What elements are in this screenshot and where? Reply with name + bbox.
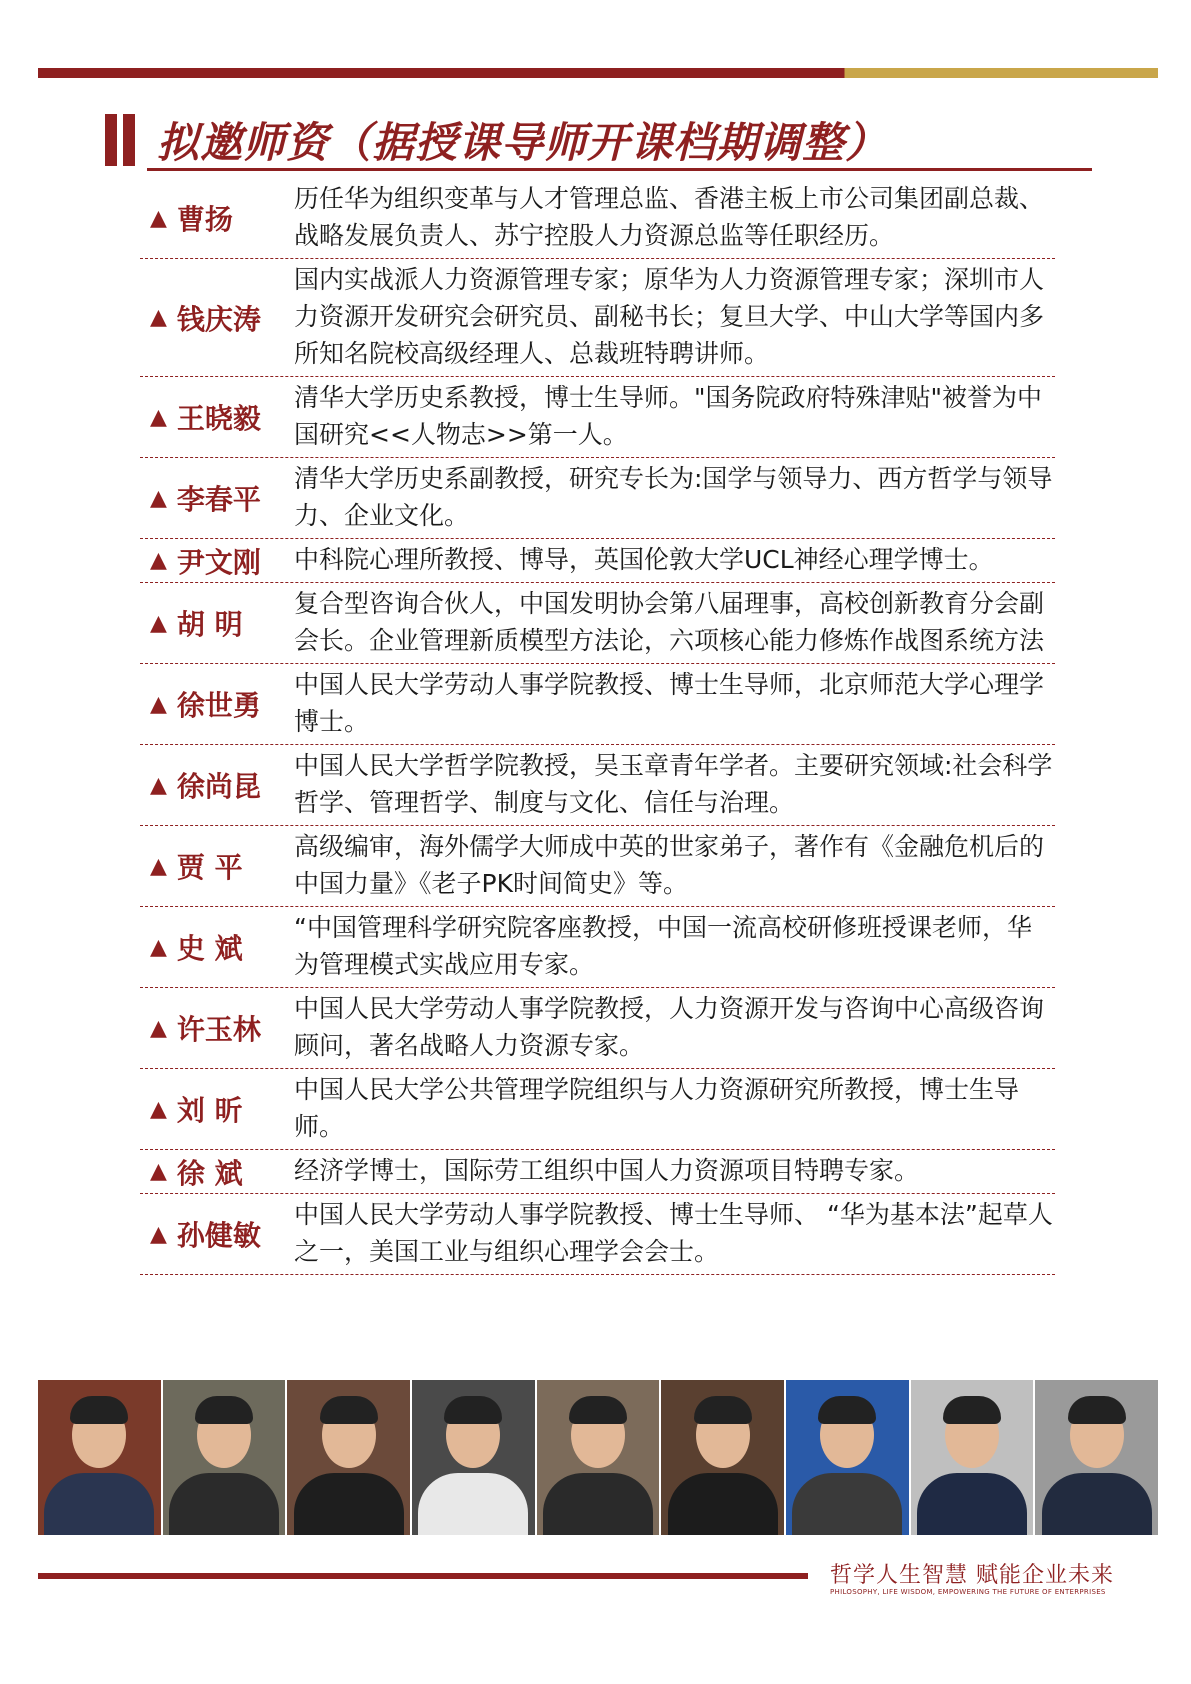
triangle-bullet-icon: ▲ xyxy=(150,934,167,960)
teacher-description: 中国人民大学哲学院教授，吴玉章青年学者。主要研究领域:社会科学哲学、管理哲学、制度与文化、信任与治理。 xyxy=(294,751,1053,817)
teacher-portrait xyxy=(786,1380,911,1535)
teacher-name: 徐世勇 xyxy=(176,689,261,722)
teacher-portrait xyxy=(163,1380,288,1535)
teacher-row xyxy=(140,826,1055,907)
teacher-name-cell xyxy=(140,539,294,582)
teacher-description: 中国人民大学劳动人事学院教授、博士生导师、 “华为基本法”起草人之一，美国工业与组织心理学会会士。 xyxy=(294,1200,1053,1266)
teacher-description: 高级编审，海外儒学大师成中英的世家弟子，著作有《金融危机后的中国力量》《老子PK时间简史》等。 xyxy=(294,832,1045,898)
teacher-name: 曹扬 xyxy=(176,203,233,236)
teacher-row xyxy=(140,377,1055,458)
teacher-name-cell xyxy=(140,1194,294,1274)
top-divider-bar xyxy=(38,68,1158,78)
teacher-row xyxy=(140,1069,1055,1150)
teacher-portrait xyxy=(287,1380,412,1535)
teacher-portrait xyxy=(537,1380,662,1535)
teacher-name-cell xyxy=(140,988,294,1068)
teacher-list xyxy=(140,178,1055,1275)
teacher-name-cell xyxy=(140,178,294,258)
teacher-portrait xyxy=(911,1380,1036,1535)
teacher-description: 中国人民大学劳动人事学院教授、博士生导师，北京师范大学心理学博士。 xyxy=(294,670,1045,736)
teacher-name: 刘 昕 xyxy=(176,1094,243,1127)
triangle-bullet-icon: ▲ xyxy=(150,1015,167,1041)
section-header xyxy=(105,110,1105,170)
triangle-bullet-icon: ▲ xyxy=(150,548,167,573)
teacher-name-cell xyxy=(140,458,294,538)
teacher-photo-strip xyxy=(38,1380,1158,1535)
teacher-description: 复合型咨询合伙人，中国发明协会第八届理事，高校创新教育分会副会长。企业管理新质模型方法论，六项核心能力修炼作战图系统方法 xyxy=(294,589,1045,655)
footer-slogan: 哲学人生智慧 赋能企业未来 xyxy=(830,1563,1114,1588)
triangle-bullet-icon: ▲ xyxy=(150,404,167,430)
teacher-name-cell xyxy=(140,907,294,987)
triangle-bullet-icon: ▲ xyxy=(150,305,167,330)
teacher-name: 史 斌 xyxy=(176,932,243,965)
teacher-portrait xyxy=(661,1380,786,1535)
teacher-description: 国内实战派人力资源管理专家；原华为人力资源管理专家；深圳市人力资源开发研究会研究员、副秘书长；复旦大学、中山大学等国内多所知名院校高级经理人、总裁班特聘讲师。 xyxy=(294,265,1045,368)
teacher-name-cell xyxy=(140,745,294,825)
teacher-name: 许玉林 xyxy=(176,1013,261,1046)
teacher-row xyxy=(140,259,1055,377)
teacher-name: 徐尚昆 xyxy=(176,770,261,803)
teacher-name: 贾 平 xyxy=(176,851,243,884)
teacher-name: 胡 明 xyxy=(176,608,243,641)
teacher-row xyxy=(140,458,1055,539)
triangle-bullet-icon: ▲ xyxy=(150,772,167,798)
teacher-description: 清华大学历史系副教授，研究专长为:国学与领导力、西方哲学与领导力、企业文化。 xyxy=(294,464,1053,530)
teacher-name-cell xyxy=(140,259,294,376)
triangle-bullet-icon: ▲ xyxy=(150,1159,167,1184)
teacher-description: 中国人民大学公共管理学院组织与人力资源研究所教授，博士生导师。 xyxy=(294,1075,1020,1141)
teacher-row xyxy=(140,583,1055,664)
teacher-name-cell xyxy=(140,377,294,457)
teacher-name: 尹文刚 xyxy=(176,545,261,579)
triangle-bullet-icon: ▲ xyxy=(150,485,167,511)
teacher-name: 李春平 xyxy=(176,483,261,516)
teacher-name-cell xyxy=(140,1069,294,1149)
teacher-row xyxy=(140,988,1055,1069)
title-accent-bars xyxy=(105,114,143,166)
teacher-row xyxy=(140,539,1055,583)
teacher-portrait xyxy=(1035,1380,1158,1535)
teacher-row xyxy=(140,664,1055,745)
teacher-description: 清华大学历史系教授，博士生导师。"国务院政府特殊津贴"被誉为中国研究<<人物志>>第一人。 xyxy=(294,383,1043,449)
teacher-row xyxy=(140,1194,1055,1275)
teacher-name-cell xyxy=(140,1150,294,1193)
teacher-row xyxy=(140,178,1055,259)
teacher-row xyxy=(140,907,1055,988)
title-underline xyxy=(147,168,1092,171)
triangle-bullet-icon: ▲ xyxy=(150,1221,167,1247)
teacher-name: 钱庆涛 xyxy=(176,302,261,336)
triangle-bullet-icon: ▲ xyxy=(150,1096,167,1122)
teacher-name-cell xyxy=(140,826,294,906)
teacher-name-cell xyxy=(140,583,294,663)
teacher-name-cell xyxy=(140,664,294,744)
teacher-description: 中科院心理所教授、博导，英国伦敦大学UCL神经心理学博士。 xyxy=(294,545,994,574)
teacher-description: 经济学博士，国际劳工组织中国人力资源项目特聘专家。 xyxy=(294,1156,920,1185)
teacher-row xyxy=(140,1150,1055,1194)
teacher-description: 中国人民大学劳动人事学院教授，人力资源开发与咨询中心高级咨询顾问，著名战略人力资源专家。 xyxy=(294,994,1045,1060)
footer-slogan-english: PHILOSOPHY, LIFE WISDOM, EMPOWERING THE FUTURE OF ENTERPRISES xyxy=(830,1588,1106,1596)
teacher-name: 孙健敏 xyxy=(176,1219,261,1252)
teacher-portrait xyxy=(412,1380,537,1535)
teacher-description: 历任华为组织变革与人才管理总监、香港主板上市公司集团副总裁、战略发展负责人、苏宁控股人力资源总监等任职经历。 xyxy=(294,184,1045,250)
triangle-bullet-icon: ▲ xyxy=(150,853,167,879)
triangle-bullet-icon: ▲ xyxy=(150,610,167,636)
teacher-name: 徐 斌 xyxy=(176,1156,243,1190)
bottom-divider-bar xyxy=(38,1573,808,1579)
triangle-bullet-icon: ▲ xyxy=(150,691,167,717)
teacher-portrait xyxy=(38,1380,163,1535)
teacher-name: 王晓毅 xyxy=(176,402,261,435)
triangle-bullet-icon: ▲ xyxy=(150,205,167,231)
teacher-row xyxy=(140,745,1055,826)
page-title: 拟邀师资（据授课导师开课档期调整） xyxy=(157,118,889,167)
teacher-description: “中国管理科学研究院客座教授，中国一流高校研修班授课老师，华为管理模式实战应用专家。 xyxy=(294,913,1032,979)
